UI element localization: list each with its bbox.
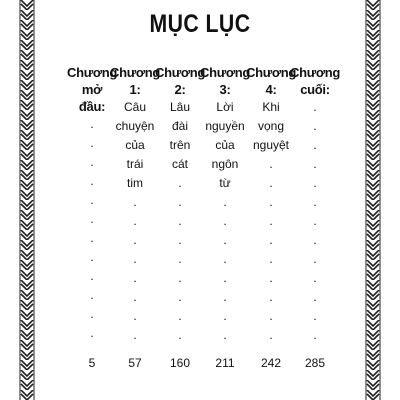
- leader-dot: .: [90, 326, 94, 340]
- leader-dot: .: [269, 252, 273, 266]
- leader-dot: .: [178, 195, 182, 209]
- chapter-heading-word: 4:: [265, 82, 277, 97]
- page-number: 57: [128, 356, 142, 370]
- leader-dot: .: [223, 271, 227, 285]
- toc-column-3: [200, 64, 250, 384]
- leader-dot: .: [223, 290, 227, 304]
- page-title: MỤC LỤC: [149, 10, 251, 38]
- leader-dot: .: [269, 233, 273, 247]
- leader-dot: .: [269, 176, 273, 190]
- page-number: 285: [304, 356, 326, 370]
- leader-dot: .: [178, 290, 182, 304]
- leader-dot: .: [313, 176, 317, 190]
- leader-dot: .: [90, 117, 94, 131]
- leader-dot: .: [133, 195, 137, 209]
- leader-dot: .: [313, 195, 317, 209]
- leader-dots: [155, 174, 205, 345]
- leader-dot: .: [269, 328, 273, 342]
- chapter-heading: [155, 64, 205, 98]
- leader-dot: .: [313, 157, 317, 171]
- leader-dots: [290, 98, 340, 345]
- chapter-title-word: nguyệt: [252, 138, 290, 152]
- leader-dot: .: [313, 119, 317, 133]
- leader-dot: .: [178, 214, 182, 228]
- leader-dot: .: [178, 252, 182, 266]
- chapter-title-word: Lâu: [169, 100, 191, 114]
- leader-dot: .: [223, 309, 227, 323]
- leader-dots: [200, 193, 250, 345]
- leader-dot: .: [133, 214, 137, 228]
- chapter-heading: [246, 64, 296, 98]
- chapter-heading-word: Chương: [246, 65, 297, 80]
- chapter-title: [200, 98, 250, 193]
- chapter-heading-word: Chương: [290, 65, 341, 80]
- leader-dot: .: [133, 271, 137, 285]
- chapter-heading-word: 3:: [219, 82, 231, 97]
- leader-dot: .: [133, 233, 137, 247]
- chapter-title-word: Câu: [123, 100, 146, 114]
- leader-dot: .: [90, 212, 94, 226]
- leader-dot: .: [313, 214, 317, 228]
- leader-dot: .: [313, 233, 317, 247]
- chapter-heading: [290, 64, 340, 98]
- leader-dot: .: [178, 233, 182, 247]
- chapter-title-word: đài: [171, 119, 188, 133]
- leader-dot: .: [133, 328, 137, 342]
- decorative-left-border: [19, 0, 35, 400]
- leader-dot: .: [178, 271, 182, 285]
- leader-dot: .: [90, 155, 94, 169]
- leader-dot: .: [90, 269, 94, 283]
- chapter-heading-word: mở: [81, 82, 103, 97]
- decorative-right-border: [365, 0, 381, 400]
- page-number: 5: [88, 356, 96, 370]
- leader-dot: .: [269, 290, 273, 304]
- chapter-title-word: của: [215, 138, 235, 152]
- leader-dot: .: [313, 138, 317, 152]
- leader-dot: .: [269, 214, 273, 228]
- leader-dot: .: [90, 174, 94, 188]
- chapter-title-word: chuyện: [115, 119, 155, 133]
- chapter-title-word: tim: [127, 176, 143, 190]
- leader-dot: .: [313, 252, 317, 266]
- leader-dot: .: [313, 100, 317, 114]
- leader-dot: .: [313, 309, 317, 323]
- leader-dot: .: [223, 195, 227, 209]
- page-number: 242: [260, 356, 282, 370]
- leader-dot: .: [313, 328, 317, 342]
- leader-dot: .: [90, 136, 94, 150]
- leader-dot: .: [178, 176, 182, 190]
- leader-dot: .: [269, 271, 273, 285]
- leader-dot: .: [223, 252, 227, 266]
- chapter-heading-word: Chương: [155, 65, 206, 80]
- chapter-title-word: Khi: [262, 100, 280, 114]
- chapter-heading-word: 1:: [129, 82, 141, 97]
- chapter-title-word: nguyền: [205, 119, 245, 133]
- chapter-heading-word: đầu:: [78, 99, 106, 114]
- chapter-title-word: của: [125, 138, 145, 152]
- leader-dots: [246, 155, 296, 345]
- leader-dot: .: [313, 290, 317, 304]
- chapter-heading-word: Chương: [200, 65, 251, 80]
- leader-dots: [110, 193, 160, 345]
- chapter-title-word: vọng: [257, 119, 285, 133]
- chapter-title-word: trái: [126, 157, 144, 171]
- leader-dot: .: [178, 309, 182, 323]
- leader-dot: .: [269, 309, 273, 323]
- leader-dot: .: [223, 233, 227, 247]
- leader-dot: .: [90, 288, 94, 302]
- chapter-title-word: từ: [219, 176, 231, 190]
- leader-dot: .: [223, 328, 227, 342]
- leader-dot: .: [90, 193, 94, 207]
- chapter-heading: [110, 64, 160, 98]
- page-number: 160: [169, 356, 191, 370]
- chapter-title-word: cát: [171, 157, 188, 171]
- chapter-title: [246, 98, 296, 155]
- leader-dot: .: [313, 271, 317, 285]
- leader-dot: .: [269, 195, 273, 209]
- leader-dot: .: [133, 309, 137, 323]
- leader-dot: .: [133, 290, 137, 304]
- chapter-title: [155, 98, 205, 174]
- leader-dot: .: [133, 252, 137, 266]
- chapter-title-word: Lời: [216, 100, 234, 114]
- leader-dot: .: [90, 307, 94, 321]
- chapter-heading-word: 2:: [174, 82, 186, 97]
- page-number: 211: [215, 356, 235, 370]
- leader-dot: .: [223, 214, 227, 228]
- chapter-heading-word: Chương: [67, 65, 118, 80]
- leader-dot: .: [90, 250, 94, 264]
- chapter-heading-word: cuối:: [300, 82, 330, 97]
- chapter-heading-word: Chương: [110, 65, 161, 80]
- toc-column-1: [110, 64, 160, 384]
- toc-column-5: [290, 64, 340, 384]
- chapter-title-word: trên: [169, 138, 191, 152]
- leader-dot: .: [269, 157, 273, 171]
- chapter-title-word: ngôn: [211, 157, 239, 171]
- leader-dot: .: [90, 231, 94, 245]
- leader-dot: .: [178, 328, 182, 342]
- toc-column-2: [155, 64, 205, 384]
- chapter-title: [110, 98, 160, 193]
- chapter-heading: [200, 64, 250, 98]
- toc-column-4: [246, 64, 296, 384]
